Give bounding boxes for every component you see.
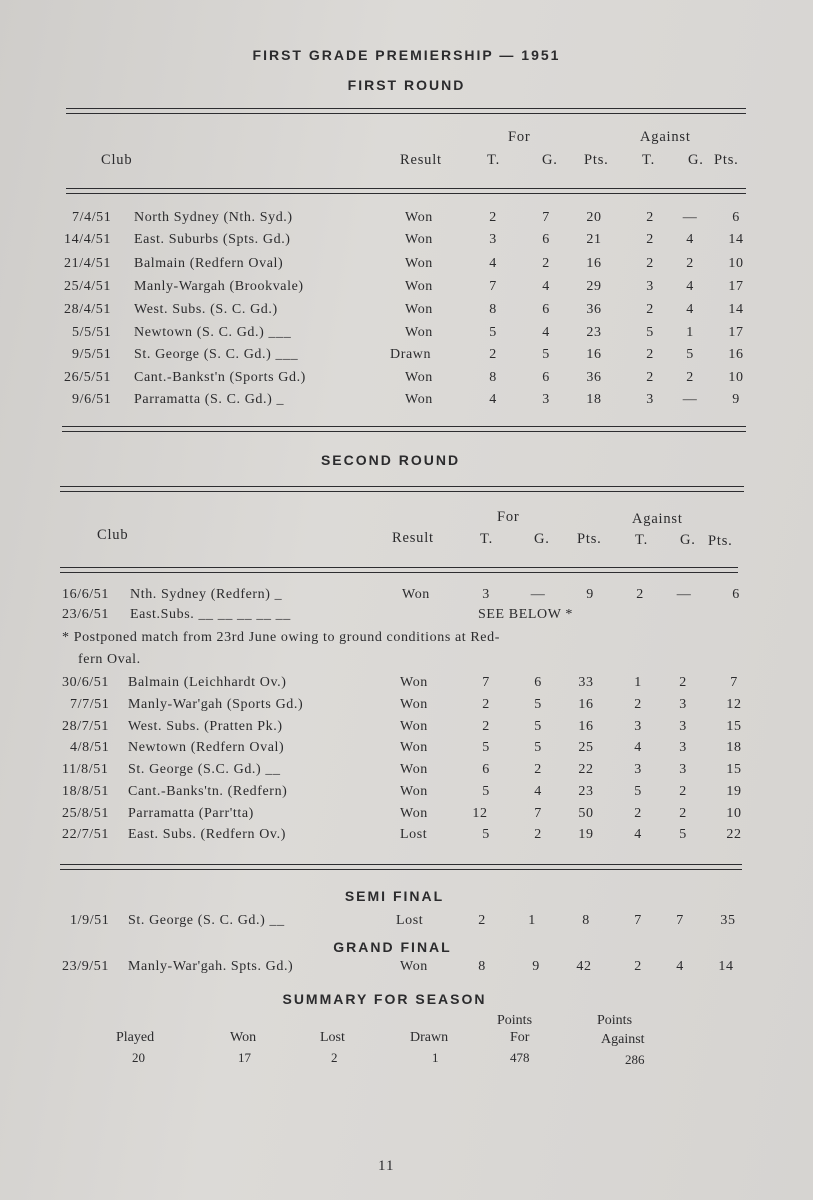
match-result: Won [400,697,428,712]
goals-against: — [682,392,698,407]
match-date: 30/6/51 [62,675,109,690]
table-row [0,959,813,981]
goals-for: 3 [542,392,550,407]
points-against: 18 [726,740,742,755]
header-against-t: T. [642,152,656,168]
header-for: For [497,509,520,525]
club-name: Manly-War'gah (Sports Gd.) [128,697,304,712]
club-name: West. Subs. (Pratten Pk.) [128,719,283,734]
goals-for: 1 [528,913,536,928]
club-name: Newtown (Redfern Oval) [128,740,285,755]
points-for: 36 [586,370,602,385]
club-name: East. Suburbs (Spts. Gd.) [134,232,291,247]
match-date: 1/9/51 [70,913,110,928]
table-row [0,784,813,806]
header-against: Against [632,511,683,527]
match-result: Lost [396,913,424,928]
match-date: 7/7/51 [70,697,110,712]
match-result: Won [400,806,428,821]
match-date: 11/8/51 [62,762,109,777]
points-for: 36 [586,302,602,317]
goals-for: 2 [542,256,550,271]
tries-against: 2 [646,347,654,362]
header-against-t: T. [635,532,649,548]
points-for-value: 478 [510,1050,530,1065]
header-pts: Pts. [577,531,602,547]
match-date: 9/6/51 [72,392,112,407]
goals-against: 1 [686,325,694,340]
points-for: 23 [578,784,594,799]
goals-against: — [682,210,698,225]
goals-for: 6 [542,232,550,247]
played-label: Played [116,1030,155,1045]
tries-for: 5 [489,325,497,340]
table-row [0,675,813,697]
club-name: Manly-Wargah (Brookvale) [134,279,304,294]
header-result: Result [392,530,434,546]
points-against: 9 [732,392,740,407]
points-for: 9 [586,587,594,602]
rule [60,491,744,492]
points-for: 25 [578,740,594,755]
match-result: Drawn [390,347,432,362]
points-against: 10 [726,806,742,821]
table-row [0,392,813,414]
points-against: 14 [718,959,734,974]
points-against: 14 [728,302,744,317]
points-against: 10 [728,256,744,271]
tries-for: 2 [489,347,497,362]
table-row [0,913,813,935]
match-date: 5/5/51 [72,325,112,340]
rule [66,113,746,114]
match-date: 21/4/51 [64,256,111,271]
points-against: 15 [726,719,742,734]
footnote-line: fern Oval. [78,652,141,667]
goals-for: — [530,587,546,602]
goals-against: 3 [679,719,687,734]
second-round-heading: SECOND ROUND [320,452,461,468]
goals-for: 6 [534,675,542,690]
header-g: G. [542,152,558,168]
tries-for: 5 [482,784,490,799]
goals-against: 2 [679,784,687,799]
club-name: Newtown (S. C. Gd.) ___ [134,325,292,340]
points-against: 35 [720,913,736,928]
points-for: 16 [586,256,602,271]
goals-against: 4 [686,232,694,247]
match-result: Won [405,370,433,385]
points-for: 18 [586,392,602,407]
points-against-label: Points [597,1013,633,1028]
points-for: 19 [578,827,594,842]
match-result: Won [405,232,433,247]
see-below-note: SEE BELOW * [478,607,574,622]
tries-against: 3 [646,392,654,407]
match-date: 23/9/51 [62,959,109,974]
goals-against: 4 [676,959,684,974]
match-date: 28/4/51 [64,302,111,317]
tries-against: 2 [646,370,654,385]
header-t: T. [480,531,494,547]
tries-against: 2 [646,232,654,247]
match-date: 16/6/51 [62,587,109,602]
tries-for: 2 [478,913,486,928]
goals-for: 5 [534,697,542,712]
points-against: 6 [732,210,740,225]
club-name: St. George (S. C. Gd.) ___ [134,347,299,362]
tries-against: 2 [634,806,642,821]
points-for: 42 [576,959,592,974]
rule [62,431,746,432]
goals-against: 4 [686,279,694,294]
table-row [0,370,813,392]
rule [66,188,746,189]
match-result: Won [402,587,430,602]
match-date: 7/4/51 [72,210,112,225]
goals-for: 5 [542,347,550,362]
first-round-heading: FIRST ROUND [347,77,466,93]
tries-for: 2 [482,697,490,712]
summary-heading: SUMMARY FOR SEASON [282,991,487,1007]
match-result: Won [405,325,433,340]
tries-for: 5 [482,827,490,842]
goals-against: — [676,587,692,602]
table-row [0,587,813,609]
played-value: 20 [132,1050,145,1065]
club-name: Balmain (Redfern Oval) [134,256,284,271]
table-row [0,740,813,762]
goals-against: 2 [686,256,694,271]
tries-for: 8 [489,302,497,317]
drawn-value: 1 [432,1050,439,1065]
goals-against: 3 [679,762,687,777]
tries-for: 3 [489,232,497,247]
match-date: 25/4/51 [64,279,111,294]
goals-for: 7 [542,210,550,225]
tries-for: 7 [489,279,497,294]
points-for: 20 [586,210,602,225]
points-for: 16 [578,697,594,712]
club-name: Manly-War'gah. Spts. Gd.) [128,959,294,974]
won-value: 17 [238,1050,251,1065]
match-date: 4/8/51 [70,740,110,755]
match-result: Won [400,959,428,974]
goals-for: 2 [534,827,542,842]
club-name: St. George (S.C. Gd.) __ [128,762,281,777]
table-row [0,607,813,629]
points-for: 23 [586,325,602,340]
club-name: North Sydney (Nth. Syd.) [134,210,293,225]
points-against: 17 [728,325,744,340]
tries-against: 7 [634,913,642,928]
table-row [0,325,813,347]
tries-for: 5 [482,740,490,755]
header-against-g: G. [688,152,704,168]
table-row [0,762,813,784]
header-club: Club [101,152,133,168]
match-date: 14/4/51 [64,232,111,247]
goals-against: 5 [686,347,694,362]
tries-against: 3 [646,279,654,294]
club-name: Nth. Sydney (Redfern) _ [130,587,283,602]
points-against: 10 [728,370,744,385]
goals-for: 9 [532,959,540,974]
points-against: 17 [728,279,744,294]
club-name: Cant.-Bankst'n (Sports Gd.) [134,370,306,385]
page-title: FIRST GRADE PREMIERSHIP — 1951 [252,47,561,63]
points-for: 22 [578,762,594,777]
goals-for: 5 [534,719,542,734]
match-date: 22/7/51 [62,827,109,842]
tries-for: 4 [489,392,497,407]
points-for: 8 [582,913,590,928]
goals-against: 7 [676,913,684,928]
match-date: 25/8/51 [62,806,109,821]
points-for-label-2: For [510,1030,530,1045]
match-result: Won [400,675,428,690]
rule [60,567,738,568]
points-for: 16 [586,347,602,362]
rule [60,486,744,487]
tries-against: 4 [634,740,642,755]
points-against: 6 [732,587,740,602]
points-against: 22 [726,827,742,842]
tries-against: 2 [646,256,654,271]
tries-for: 7 [482,675,490,690]
tries-for: 4 [489,256,497,271]
tries-against: 3 [634,762,642,777]
table-row [0,806,813,828]
match-result: Won [400,740,428,755]
table-row [0,279,813,301]
lost-value: 2 [331,1050,338,1065]
table-row [0,347,813,369]
club-name: Parramatta (S. C. Gd.) _ [134,392,285,407]
tries-for: 2 [489,210,497,225]
header-pts: Pts. [584,152,609,168]
goals-for: 6 [542,302,550,317]
goals-against: 2 [679,675,687,690]
points-for: 33 [578,675,594,690]
page-number: 11 [378,1158,395,1174]
tries-against: 5 [634,784,642,799]
footnote-line: * Postponed match from 23rd June owing to ground conditions at Red- [62,630,500,645]
goals-for: 4 [542,325,550,340]
header-against-pts: Pts. [714,152,739,168]
goals-for: 4 [542,279,550,294]
goals-against: 3 [679,740,687,755]
footnote [0,630,813,652]
goals-for: 2 [534,762,542,777]
club-name: St. George (S. C. Gd.) __ [128,913,285,928]
tries-for: 3 [482,587,490,602]
points-for: 29 [586,279,602,294]
tries-against: 2 [636,587,644,602]
match-result: Won [405,392,433,407]
header-against-pts: Pts. [708,533,733,549]
drawn-label: Drawn [410,1030,449,1045]
tries-for: 12 [472,806,488,821]
tries-against: 2 [634,959,642,974]
goals-against: 4 [686,302,694,317]
tries-for: 8 [478,959,486,974]
header-against: Against [640,129,691,145]
points-against-label-2: Against [601,1032,645,1047]
match-result: Won [405,256,433,271]
table-row [0,256,813,278]
points-for-label: Points [497,1013,533,1028]
match-result: Won [405,210,433,225]
points-against: 16 [728,347,744,362]
match-date: 26/5/51 [64,370,111,385]
points-against: 15 [726,762,742,777]
club-name: West. Subs. (S. C. Gd.) [134,302,278,317]
goals-against: 5 [679,827,687,842]
points-against: 14 [728,232,744,247]
tries-against: 2 [634,697,642,712]
points-against: 12 [726,697,742,712]
points-for: 50 [578,806,594,821]
points-for: 16 [578,719,594,734]
table-row [0,827,813,849]
match-result: Won [400,719,428,734]
tries-against: 1 [634,675,642,690]
club-name: Cant.-Banks'tn. (Redfern) [128,784,288,799]
points-against: 19 [726,784,742,799]
match-result: Lost [400,827,428,842]
match-result: Won [405,279,433,294]
header-t: T. [487,152,501,168]
goals-for: 6 [542,370,550,385]
rule [60,572,738,573]
rule [66,108,746,109]
goals-for: 5 [534,740,542,755]
goals-for: 7 [534,806,542,821]
footnote [0,652,813,674]
points-for: 21 [586,232,602,247]
tries-for: 8 [489,370,497,385]
tries-against: 3 [634,719,642,734]
club-name: East.Subs. __ __ __ __ __ [130,607,291,622]
won-label: Won [230,1030,257,1045]
rule [60,869,742,870]
rule [62,426,746,427]
rule [60,864,742,865]
goals-against: 2 [679,806,687,821]
table-row [0,210,813,232]
goals-against: 2 [686,370,694,385]
table-row [0,719,813,741]
tries-against: 4 [634,827,642,842]
points-against-value: 286 [625,1052,645,1067]
goals-for: 4 [534,784,542,799]
rule [66,193,746,194]
match-date: 23/6/51 [62,607,109,622]
header-g: G. [534,531,550,547]
grand-final-heading: GRAND FINAL [333,939,452,955]
tries-for: 6 [482,762,490,777]
table-row [0,232,813,254]
semi-final-heading: SEMI FINAL [344,888,445,904]
goals-against: 3 [679,697,687,712]
match-result: Won [400,762,428,777]
points-against: 7 [730,675,738,690]
header-result: Result [400,152,442,168]
club-name: Balmain (Leichhardt Ov.) [128,675,287,690]
match-date: 28/7/51 [62,719,109,734]
table-row [0,302,813,324]
club-name: East. Subs. (Redfern Ov.) [128,827,286,842]
header-club: Club [97,527,129,543]
match-result: Won [400,784,428,799]
tries-for: 2 [482,719,490,734]
match-date: 18/8/51 [62,784,109,799]
tries-against: 2 [646,302,654,317]
tries-against: 5 [646,325,654,340]
match-result: Won [405,302,433,317]
header-against-g: G. [680,532,696,548]
club-name: Parramatta (Parr'tta) [128,806,254,821]
match-date: 9/5/51 [72,347,112,362]
header-for: For [508,129,531,145]
lost-label: Lost [320,1030,345,1045]
tries-against: 2 [646,210,654,225]
table-row [0,697,813,719]
